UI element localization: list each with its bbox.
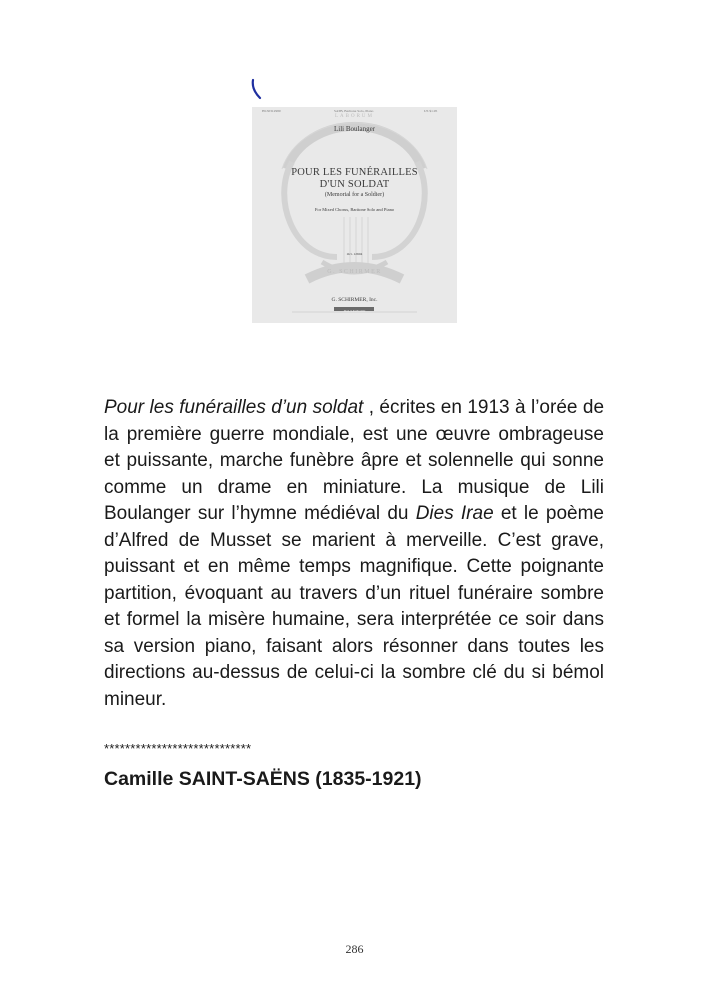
cover-title-line2: D'UN SOLDAT xyxy=(319,179,390,190)
paragraph-part-2: et le poème d’Alfred de Musset se marient à merveille. C’est grave, puissant et en même temps magnifique. Cette poignante partition, évoquant au travers d’un rituel funéraire sombre et formel la misère humaine, sera interprétée ce soir dans sa version piano, faisant alors résonner dans toutes les directions au-dessus de celui-ci la sombre clé du si bémol mineur. xyxy=(104,503,604,710)
cover-code: HL50312980 xyxy=(262,109,281,113)
cover-arch-lower: G. SCHIRMER xyxy=(327,269,382,275)
cover-title xyxy=(252,167,457,191)
hal-leonard-logo: HAL•LEONARD xyxy=(343,309,366,313)
cover-composer: Lili Boulanger xyxy=(333,125,376,133)
paragraph-part-1: , écrites en 1913 à l’orée de la première guerre mondiale, est une œuvre ombrageuse et puissante, marche funèbre âpre et solennelle qui sonne comme un drame en miniature. La musique de Lili Boulanger sur l’hymne médiéval du xyxy=(104,397,605,524)
cover-scoring-top: SATB, Baritone Solo, Piano xyxy=(334,109,374,113)
program-note-paragraph xyxy=(104,395,604,713)
pen-mark xyxy=(250,78,264,100)
cover-title-line1: POUR LES FUNÉRAILLES xyxy=(291,167,418,178)
cover-arch-upper: LABORUM xyxy=(334,114,374,119)
page-number: 286 xyxy=(345,942,364,956)
next-composer-heading: Camille SAINT-SAËNS (1835-1921) xyxy=(104,768,422,790)
score-cover-image xyxy=(252,107,457,323)
cover-publisher: G. SCHIRMER, Inc. xyxy=(331,297,378,303)
section-separator: **************************** xyxy=(104,741,252,756)
cover-catalog: Oct. 12604 xyxy=(346,252,363,256)
cover-price: US $1.95 xyxy=(424,109,438,113)
lyre-emblem-graphic xyxy=(252,107,457,323)
cover-subtitle: (Memorial for a Soldier) xyxy=(324,192,385,198)
work-title: Pour les funérailles d’un soldat xyxy=(104,397,364,418)
dies-irae-title: Dies Irae xyxy=(415,503,494,524)
cover-scoring: For Mixed Chorus, Baritone Solo and Piano xyxy=(314,207,395,212)
